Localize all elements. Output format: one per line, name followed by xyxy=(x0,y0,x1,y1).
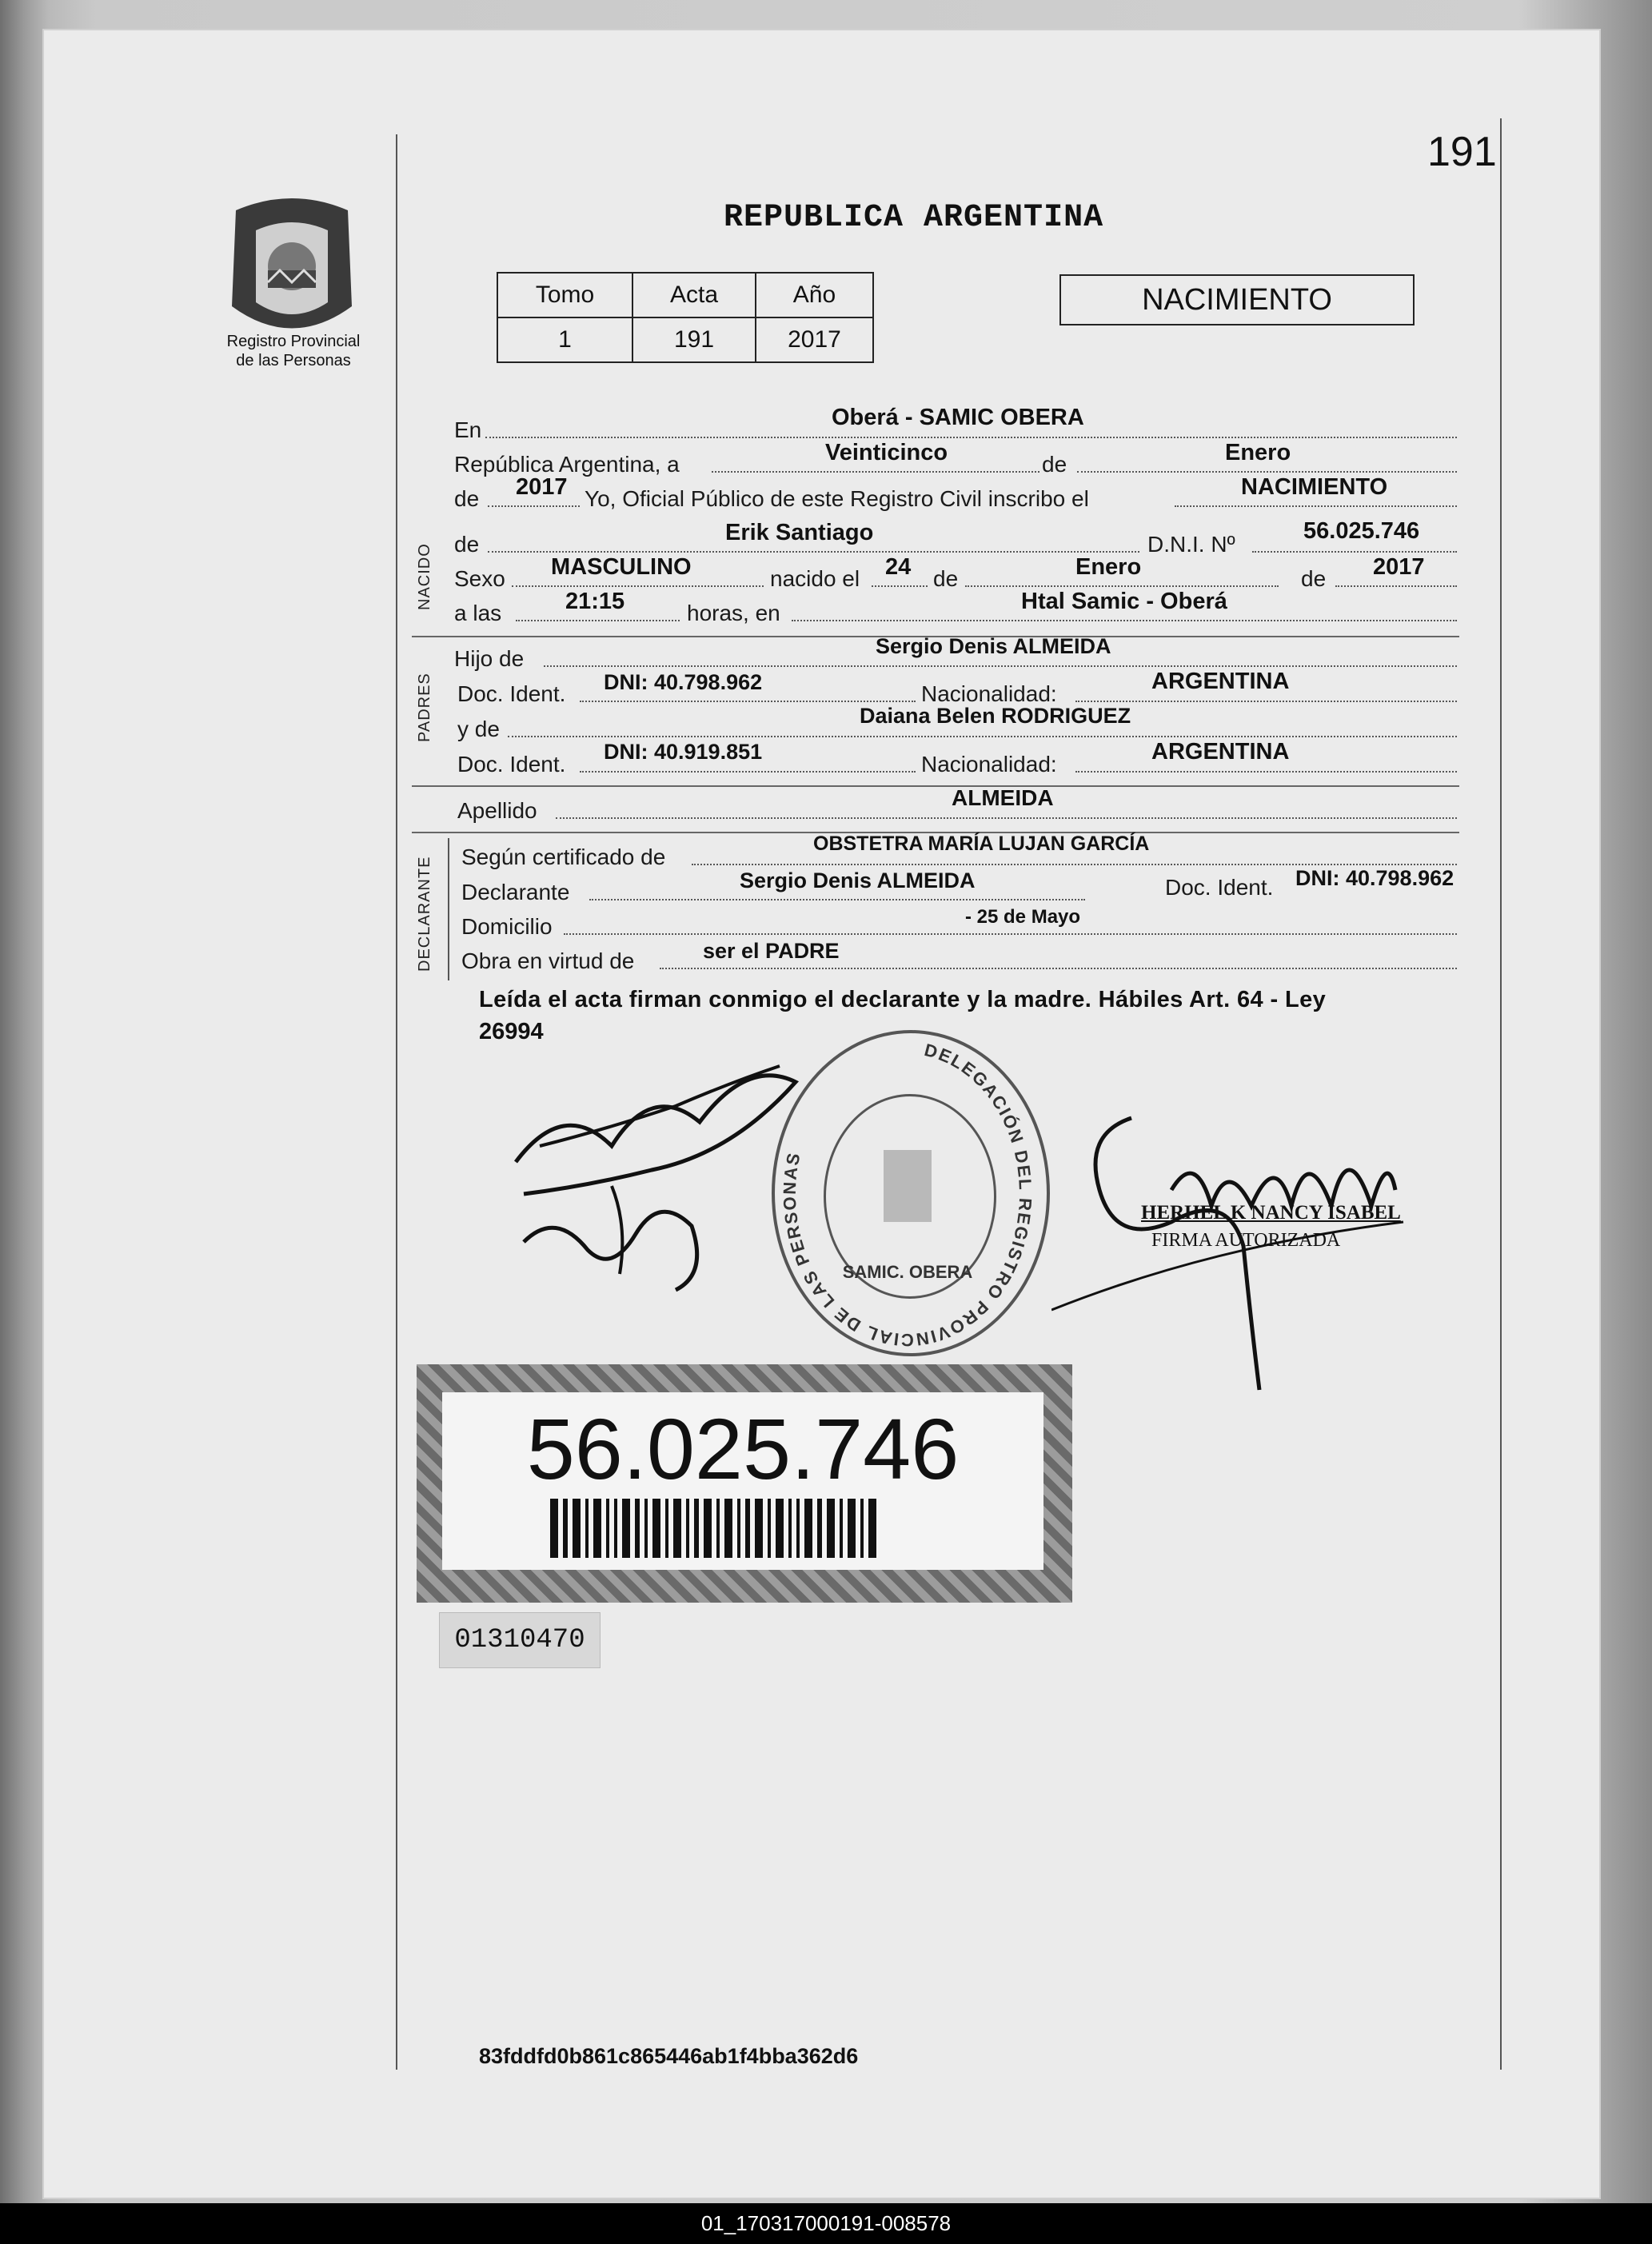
header-title: REPUBLICA ARGENTINA xyxy=(724,200,1104,236)
barcode-label xyxy=(417,1364,1072,1603)
label-nacido-el: nacido el xyxy=(770,566,860,591)
side-label-padres: PADRES xyxy=(416,673,433,742)
dots xyxy=(485,437,1457,438)
value-domicilio: - 25 de Mayo xyxy=(965,906,1081,928)
label-y-de: y de xyxy=(457,717,500,741)
table-header-row xyxy=(497,273,873,317)
value-anio: 2017 xyxy=(756,317,873,362)
closing-text-2: 26994 xyxy=(479,1019,544,1044)
dots xyxy=(544,665,1457,667)
label-obra-virtud: Obra en virtud de xyxy=(461,948,635,973)
dots xyxy=(965,585,1279,587)
table-value-row xyxy=(497,317,873,362)
header-acta: Acta xyxy=(632,273,756,317)
label-apellido: Apellido xyxy=(457,798,537,823)
label-doc-ident-2: Doc. Ident. xyxy=(457,752,566,777)
value-padre: Sergio Denis ALMEIDA xyxy=(876,634,1111,658)
label-a-las: a las xyxy=(454,601,502,625)
dots xyxy=(1252,551,1457,553)
dots xyxy=(488,505,580,507)
dots xyxy=(660,968,1457,969)
section-divider xyxy=(412,785,1459,787)
label-nacionalidad: Nacionalidad: xyxy=(921,681,1057,706)
label-de2: de xyxy=(454,486,480,511)
tomo-acta-anio-table xyxy=(497,272,874,363)
dots xyxy=(589,899,1085,900)
value-dni: 56.025.746 xyxy=(1303,518,1420,544)
dots xyxy=(1075,701,1457,702)
value-dia-letras: Veinticinco xyxy=(825,440,948,465)
label-yo-oficial: Yo, Oficial Público de este Registro Civil inscribo el xyxy=(585,486,1089,511)
label-declarante: Declarante xyxy=(461,880,570,904)
value-tipo: NACIMIENTO xyxy=(1241,474,1388,500)
dots xyxy=(872,585,928,587)
label-nacionalidad-2: Nacionalidad: xyxy=(921,752,1057,777)
label-en: En xyxy=(454,417,482,442)
value-madre: Daiana Belen RODRIGUEZ xyxy=(860,704,1131,728)
page-number: 191 xyxy=(1427,129,1497,175)
value-obra: ser el PADRE xyxy=(703,939,840,963)
dots xyxy=(712,471,1039,473)
value-tomo: 1 xyxy=(497,317,632,362)
left-margin-rule xyxy=(396,134,397,2070)
value-madre-doc: DNI: 40.919.851 xyxy=(604,740,763,764)
value-apellido: ALMEIDA xyxy=(952,785,1054,810)
dots xyxy=(792,620,1457,621)
value-padre-nac: ARGENTINA xyxy=(1151,669,1290,694)
label-republica: República Argentina, a xyxy=(454,452,680,477)
label-de: de xyxy=(1042,452,1067,477)
barcode-panel xyxy=(442,1392,1043,1570)
label-horas-en: horas, en xyxy=(687,601,780,625)
value-anio-nac: 2017 xyxy=(1373,554,1425,580)
header-tomo: Tomo xyxy=(497,273,632,317)
label-segun-cert: Según certificado de xyxy=(461,844,666,869)
value-acta: 191 xyxy=(632,317,756,362)
act-type-box: NACIMIENTO xyxy=(1059,274,1415,325)
barcode-bars xyxy=(550,1499,881,1558)
dots xyxy=(556,817,1457,819)
dots xyxy=(488,551,1139,553)
label-doc-ident: Doc. Ident. xyxy=(457,681,566,706)
document-hash: 83fddfd0b861c865446ab1f4bba362d6 xyxy=(479,2044,859,2068)
closing-text-1: Leída el acta firman conmigo el declarante y la madre. Hábiles Art. 64 - Ley xyxy=(479,987,1327,1012)
seal-ring-text xyxy=(772,1030,1043,1350)
value-mes-nac: Enero xyxy=(1075,554,1142,580)
label-de4: de xyxy=(933,566,959,591)
dots xyxy=(516,620,680,621)
official-name: HERHEL K NANCY ISABEL xyxy=(1141,1202,1401,1224)
official-role: FIRMA AUTORIZADA xyxy=(1151,1230,1341,1251)
label-hijo-de: Hijo de xyxy=(454,646,525,671)
dots xyxy=(580,771,916,773)
dots xyxy=(692,864,1457,865)
scan-footer: 01_170317000191-008578 xyxy=(0,2203,1652,2244)
right-margin-rule xyxy=(1500,118,1502,2070)
label-doc-ident-3: Doc. Ident. xyxy=(1165,875,1274,900)
value-dia-nac: 24 xyxy=(885,554,912,580)
document-page xyxy=(44,30,1599,2198)
coat-of-arms-icon xyxy=(224,190,360,350)
value-hora: 21:15 xyxy=(565,589,625,614)
dots xyxy=(564,933,1457,935)
label-de5: de xyxy=(1301,566,1327,591)
barcode-number: 56.025.746 xyxy=(526,1400,960,1497)
value-declarante: Sergio Denis ALMEIDA xyxy=(740,868,976,892)
svg-text:DELEGACIÓN DEL REGISTRO PROVIN: DELEGACIÓN DEL REGISTRO PROVINCIAL DE LAS PERSONAS xyxy=(779,1040,1036,1350)
value-sexo: MASCULINO xyxy=(551,554,692,580)
label-sexo: Sexo xyxy=(454,566,505,591)
value-certificado: OBSTETRA MARÍA LUJAN GARCÍA xyxy=(813,833,1150,855)
label-de3: de xyxy=(454,532,480,557)
logo-caption-1: Registro Provincial xyxy=(226,333,361,350)
value-lugar-nac: Htal Samic - Oberá xyxy=(1021,589,1227,614)
value-anio: 2017 xyxy=(516,474,568,500)
label-dni: D.N.I. Nº xyxy=(1147,532,1235,557)
value-declarante-doc: DNI: 40.798.962 xyxy=(1295,866,1454,890)
dots xyxy=(1175,505,1457,507)
header-anio: Año xyxy=(756,273,873,317)
side-label-declarante: DECLARANTE xyxy=(416,856,433,972)
dots xyxy=(1077,471,1457,473)
svg-text:SAMIC. OBERA: SAMIC. OBERA xyxy=(842,1262,973,1282)
dots xyxy=(580,701,916,702)
serial-stamp: 01310470 xyxy=(439,1612,601,1668)
declarante-bracket xyxy=(448,838,449,980)
dots xyxy=(512,585,764,587)
dots xyxy=(508,736,1457,737)
value-lugar: Oberá - SAMIC OBERA xyxy=(832,405,1084,430)
value-nombre: Erik Santiago xyxy=(725,520,874,545)
value-padre-doc: DNI: 40.798.962 xyxy=(604,670,763,694)
value-mes: Enero xyxy=(1225,440,1291,465)
value-madre-nac: ARGENTINA xyxy=(1151,739,1290,765)
dots xyxy=(1075,771,1457,773)
side-label-nacido: NACIDO xyxy=(416,543,433,610)
label-domicilio: Domicilio xyxy=(461,914,553,939)
dots xyxy=(1335,585,1457,587)
logo-caption-2: de las Personas xyxy=(236,352,351,369)
